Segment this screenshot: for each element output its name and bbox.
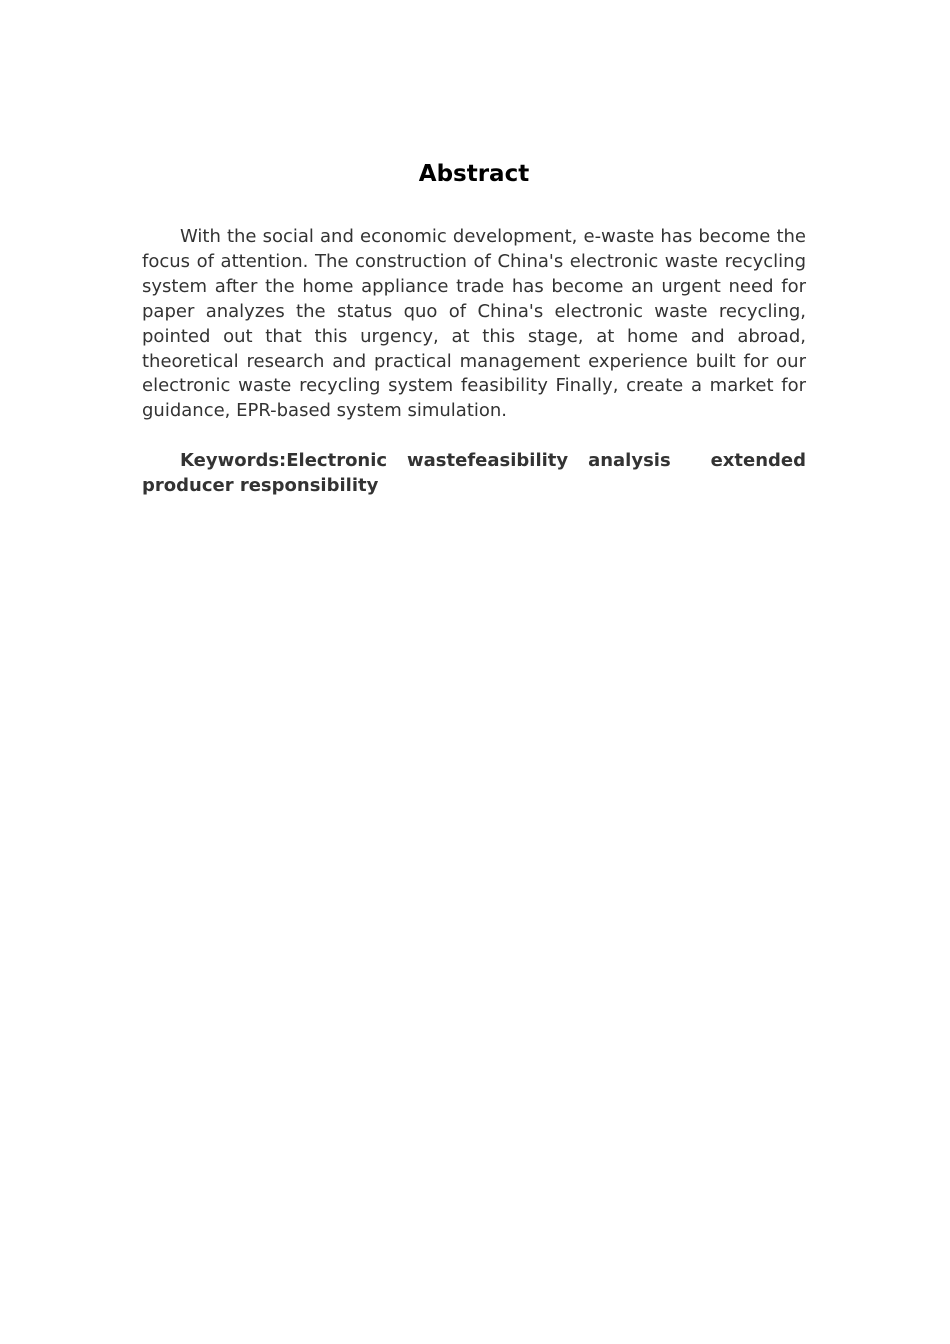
keywords-line: Keywords:Electronic wastefeasibility analysis extended producer responsibility — [142, 450, 813, 497]
abstract-title: Abstract — [418, 161, 530, 187]
abstract-section — [142, 158, 813, 499]
abstract-paragraph: With the social and economic development, e-waste has become the focus of attention. The construction of China's electronic waste recycling system after the home appliance trade has become an urgent need for paper analyzes the status quo of China's electronic waste recycling, pointed out that this urgency, at this stage, at home and abroad, theoretical research and practical management experience built for our electronic waste recycling system feasibility Finally, create a market for guidance, EPR-based system simulation. — [142, 226, 806, 422]
